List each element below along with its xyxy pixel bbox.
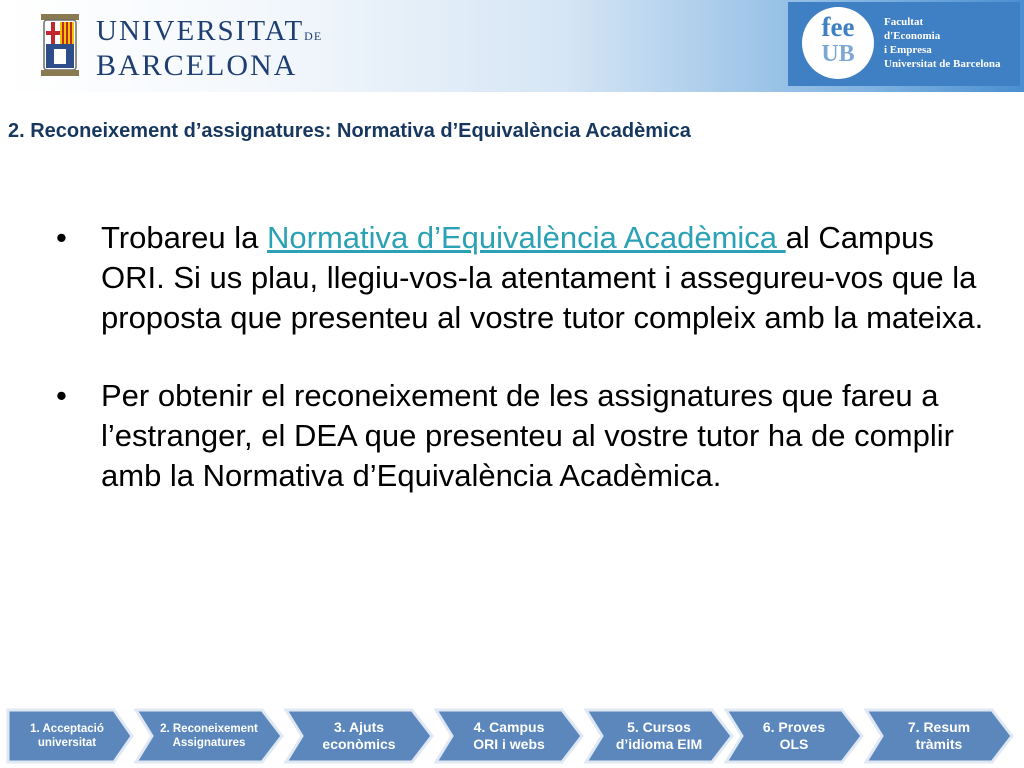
nav-step-label [454,708,564,764]
bullet-dot: • [56,378,67,413]
slide-title: 2. Reconeixement d’assignatures: Normativa d’Equivalència Acadèmica [8,120,691,142]
nav-step-label [304,708,414,764]
university-name-line2: BARCELONA [96,49,298,82]
nav-step-line: 2. Reconeixement [160,723,258,735]
nav-step-line: 4. Campus [473,719,545,735]
nav-step-campus[interactable] [434,708,584,764]
nav-step-label [604,708,714,764]
faculty-line: Facultat [884,16,924,28]
university-of-barcelona-logo [38,12,323,82]
nav-step-line: 5. Cursos [627,719,691,735]
bullet-item [56,376,996,496]
nav-step-line: econòmics [322,736,396,752]
bullet1-text-after: al Campus ORI. Si us plau, llegiu-vos-la atentament i assegureu-vos que la proposta que presenteu al vostre tutor compleix amb la mateixa. [101,220,984,335]
nav-step-label [884,708,994,764]
nav-step-ols[interactable] [724,708,864,764]
nav-step-acceptance[interactable] [6,708,134,764]
university-name [96,16,322,81]
bullet2-text: Per obtenir el reconeixement de les assignatures que fareu a l’estranger, el DEA que presenteu al vostre tutor ha de complir amb la Normativa d’Equivalència Acadèmica. [101,378,954,493]
bullet-dot: • [56,220,67,255]
nav-step-line: 3. Ajuts [333,719,385,735]
faculty-line: i Empresa [884,44,932,56]
nav-step-grants[interactable] [284,708,434,764]
nav-step-line: Assignatures [172,737,246,749]
nav-step-label [744,708,844,764]
faculty-line: Universitat de Barcelona [884,58,1001,70]
nav-step-line: OLS [779,736,809,752]
slide-content [56,218,996,496]
nav-step-line: d’idioma EIM [615,736,703,752]
nav-step-summary[interactable] [864,708,1014,764]
university-name-line1: UNIVERSITAT [96,15,305,47]
fee-ub-emblem [802,7,874,79]
nav-step-line: 1. Acceptació [30,723,104,735]
nav-step-line: 7. Resum [907,719,971,735]
crest-icon [38,12,82,78]
bullet1-text-before: Trobareu la [101,220,267,255]
nav-step-line: universitat [37,737,97,749]
faculty-line: d'Economia [884,30,941,42]
nav-step-recognition[interactable] [134,708,284,764]
fee-ub: UB [821,41,855,67]
faculty-name [884,15,1001,71]
nav-step-line: 6. Proves [762,719,826,735]
nav-step-label [20,708,114,764]
nav-step-line: tràmits [915,736,963,752]
nav-step-label [154,708,264,764]
nav-step-language-courses[interactable] [584,708,734,764]
faculty-logo [788,2,1020,86]
university-name-de: DE [304,29,323,43]
header-banner [0,0,1024,92]
fee-word: fee [821,12,855,42]
normativa-link[interactable]: Normativa d’Equivalència Acadèmica [267,220,786,255]
nav-step-line: ORI i webs [473,736,545,752]
bullet-item [56,218,996,338]
process-step-navigation [0,700,1024,768]
